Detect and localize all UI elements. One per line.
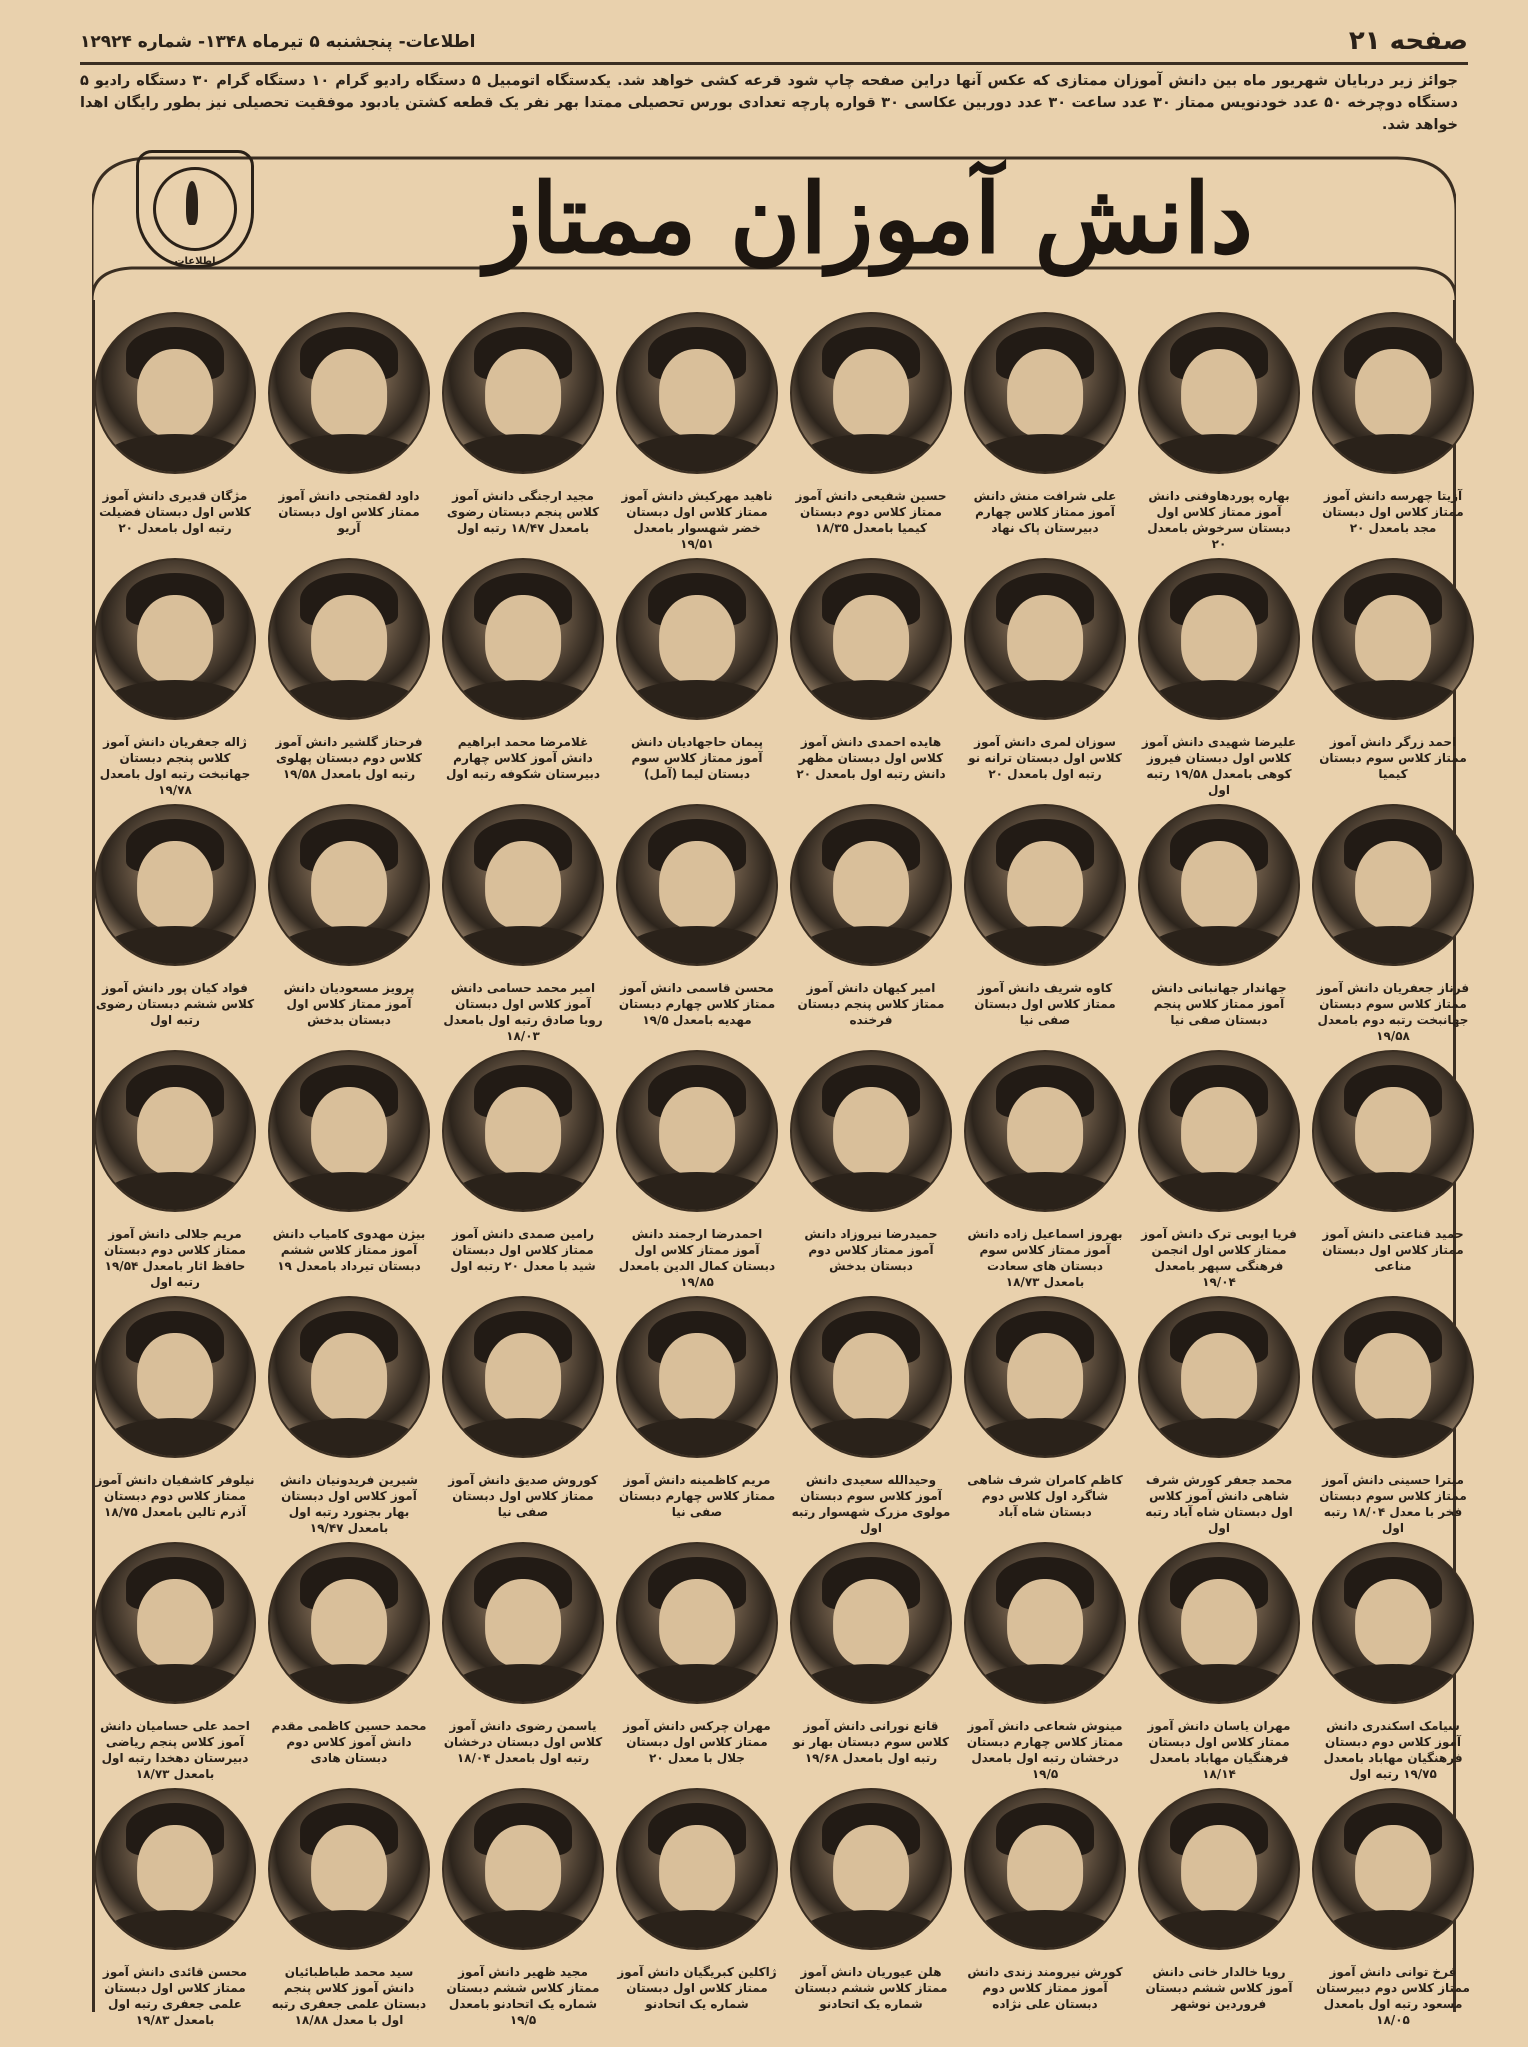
student-photo [616, 1296, 778, 1458]
photo-face [1355, 595, 1431, 683]
student-photo [268, 1788, 430, 1950]
photo-face [833, 1333, 909, 1421]
student-caption: داود لقمتجی دانش آموز ممتاز کلاس اول دبستان آریو [278, 489, 420, 535]
student-photo [616, 312, 778, 474]
photo-face [1007, 595, 1083, 683]
photo-face [485, 1087, 561, 1175]
student-caption: کاوه شریف دانش آموز ممتاز کلاس اول دبستان صفی نیا [974, 981, 1116, 1027]
student-photo [1312, 558, 1474, 720]
student-photo [1312, 1296, 1474, 1458]
photo-body [798, 1418, 943, 1458]
student-caption: احمد علی حسامیان دانش آموز کلاس پنجم ریاضی دبیرستان دهخدا رتبه اول بامعدل ۱۸/۷۳ [100, 1719, 250, 1781]
photo-body [450, 1664, 595, 1704]
student-caption: شیرین فریدونیان دانش آموز کلاس اول دبستان بهار بجنورد رتبه اول بامعدل ۱۹/۴۷ [280, 1473, 418, 1535]
photo-face [1181, 595, 1257, 683]
photo-body [798, 1664, 943, 1704]
student-photo [1138, 312, 1300, 474]
student-caption: فرحناز گلشیر دانش آموز کلاس دوم دبستان پهلوی رتبه اول بامعدل ۱۹/۵۸ [275, 735, 423, 781]
student-photo [442, 1542, 604, 1704]
student-card [1306, 798, 1480, 1044]
student-caption: قانع نورانی دانش آموز کلاس سوم دبستان بهار نو رتبه اول بامعدل ۱۹/۶۸ [793, 1719, 949, 1765]
photo-body [1146, 680, 1291, 720]
photo-body [624, 1418, 769, 1458]
photo-body [798, 1910, 943, 1950]
photo-body [276, 434, 421, 474]
student-photo [1138, 1050, 1300, 1212]
student-photo [964, 312, 1126, 474]
student-photo [790, 1788, 952, 1950]
student-photo [616, 1788, 778, 1950]
photo-body [1146, 1664, 1291, 1704]
student-photo [94, 1050, 256, 1212]
student-caption: مجید ارجنگی دانش آموز کلاس پنجم دبستان رضوی بامعدل ۱۸/۴۷ رتبه اول [446, 489, 600, 535]
student-caption: بهروز اسماعیل زاده دانش آموز ممتاز کلاس سوم دبستان های سعادت بامعدل ۱۸/۷۳ [967, 1227, 1123, 1289]
student-photo [268, 1542, 430, 1704]
student-caption: مجید ظهیر دانش آموز ممتاز کلاس ششم دبستان شماره یک اتحادنو بامعدل ۱۹/۵ [446, 1965, 600, 2027]
student-card [436, 1044, 610, 1290]
student-photo [442, 558, 604, 720]
header-bar [80, 22, 1468, 65]
student-caption: رویا خالدار خانی دانش آموز کلاس ششم دبستان فروردین نوشهر [1145, 1965, 1293, 2011]
student-caption: غلامرضا محمد ابراهیم دانش آموز کلاس چهارم دبیرستان شکوفه رتبه اول [445, 735, 601, 781]
student-card [610, 1290, 784, 1536]
photo-face [311, 841, 387, 929]
student-caption: هلن عیوریان دانش آموز ممتاز کلاس ششم دبستان شماره یک اتحادنو [794, 1965, 948, 2011]
photo-body [450, 434, 595, 474]
photo-body [972, 1418, 1117, 1458]
photo-body [624, 1664, 769, 1704]
photo-body [972, 1664, 1117, 1704]
photo-face [1007, 1825, 1083, 1913]
student-caption: سید محمد طباطبائیان دانش آموز کلاس پنجم دبستان علمی جعفری رتبه اول با معدل ۱۸/۸۸ [271, 1965, 427, 2027]
student-card [88, 306, 262, 552]
student-caption: بهاره پوردهاوفنی دانش آموز ممتاز کلاس اول دبستان سرخوش بامعدل ۲۰ [1147, 489, 1291, 551]
photo-face [1007, 1579, 1083, 1667]
photo-body [450, 926, 595, 966]
photo-face [659, 1579, 735, 1667]
emblem-text: اطلاعات [174, 256, 216, 267]
photo-face [659, 595, 735, 683]
student-card [784, 1044, 958, 1290]
photo-face [311, 1087, 387, 1175]
student-grid [88, 306, 1480, 2027]
photo-body [450, 1910, 595, 1950]
photo-face [137, 1825, 213, 1913]
photo-face [1181, 1579, 1257, 1667]
student-card [610, 306, 784, 552]
student-card [1306, 1536, 1480, 1782]
student-caption: ناهید مهرکیش دانش آموز ممتاز کلاس اول دبستان خضر شهسوار بامعدل ۱۹/۵۱ [621, 489, 773, 551]
student-photo [616, 1050, 778, 1212]
student-photo [790, 1296, 952, 1458]
student-caption: امیر محمد حسامی دانش آموز کلاس اول دبستان روبا صادق رتبه اول بامعدل ۱۸/۰۳ [443, 981, 603, 1043]
photo-body [102, 1664, 247, 1704]
student-card [958, 1290, 1132, 1536]
photo-face [1355, 349, 1431, 437]
student-card [436, 1782, 610, 2028]
student-caption: میترا حسینی دانش آموز ممتاز کلاس سوم دبستان فخر با معدل ۱۸/۰۴ رتبه اول [1319, 1473, 1467, 1535]
student-card [1132, 552, 1306, 798]
photo-face [833, 841, 909, 929]
photo-face [1007, 349, 1083, 437]
student-card [262, 1782, 436, 2028]
photo-face [485, 841, 561, 929]
student-caption: احمد زرگر دانش آموز ممتاز کلاس سوم دبستان کیمیا [1319, 735, 1467, 781]
student-caption: مینوش شعاعی دانش آموز ممتاز کلاس چهارم دبستان درخشان رتبه اول بامعدل ۱۹/۵ [966, 1719, 1124, 1781]
student-photo [94, 804, 256, 966]
page-title: دانش آموزان ممتاز [484, 162, 1254, 275]
student-card [88, 1044, 262, 1290]
student-caption: محمد حسین کاظمی مقدم دانش آموز کلاس دوم دبستان هادی [271, 1719, 427, 1765]
photo-body [624, 680, 769, 720]
photo-body [972, 434, 1117, 474]
photo-face [311, 1333, 387, 1421]
photo-body [1320, 926, 1465, 966]
student-caption: امیر کیهان دانش آموز ممتاز کلاس پنجم دبستان فرخنده [797, 981, 945, 1027]
student-card [610, 798, 784, 1044]
student-caption: محمد جعفر کورش شرف شاهی دانش آموز کلاس اول دبستان شاه آباد رتبه اول [1145, 1473, 1293, 1535]
photo-body [972, 680, 1117, 720]
photo-face [1007, 1087, 1083, 1175]
photo-body [972, 926, 1117, 966]
student-caption: پیمان حاجهادیان دانش آموز ممتاز کلاس سوم دبستان لیما (آمل) [631, 735, 763, 781]
student-photo [442, 804, 604, 966]
photo-face [311, 1579, 387, 1667]
student-photo [964, 558, 1126, 720]
student-photo [616, 558, 778, 720]
page-number: صفحه ۲۱ [1348, 26, 1468, 56]
student-card [1306, 552, 1480, 798]
photo-face [1181, 841, 1257, 929]
student-card [436, 798, 610, 1044]
photo-body [102, 680, 247, 720]
student-photo [94, 558, 256, 720]
photo-body [1320, 1664, 1465, 1704]
photo-face [659, 1825, 735, 1913]
student-photo [964, 1050, 1126, 1212]
photo-face [659, 1333, 735, 1421]
student-card [1132, 1290, 1306, 1536]
photo-body [1146, 434, 1291, 474]
photo-face [137, 1579, 213, 1667]
student-card [88, 1290, 262, 1536]
photo-body [1146, 926, 1291, 966]
student-caption: وحیدالله سعیدی دانش آموز کلاس سوم دبستان مولوی مزرک شهسوار رتبه اول [791, 1473, 951, 1535]
photo-body [972, 1172, 1117, 1212]
photo-body [450, 680, 595, 720]
photo-face [1355, 1579, 1431, 1667]
student-photo [964, 1788, 1126, 1950]
photo-face [485, 349, 561, 437]
photo-body [798, 434, 943, 474]
photo-face [137, 841, 213, 929]
student-photo [616, 1542, 778, 1704]
student-card [1132, 306, 1306, 552]
student-caption: پرویز مسعودیان دانش آموز ممتاز کلاس اول دبستان بدخش [283, 981, 415, 1027]
student-photo [268, 804, 430, 966]
student-card [1132, 798, 1306, 1044]
student-caption: فرناز جعفریان دانش آموز ممتاز کلاس سوم دبستان جهانبخت رتبه دوم بامعدل ۱۹/۵۸ [1316, 981, 1470, 1043]
photo-face [659, 1087, 735, 1175]
photo-body [1320, 434, 1465, 474]
photo-body [1320, 1910, 1465, 1950]
student-photo [94, 312, 256, 474]
student-card [1132, 1536, 1306, 1782]
student-photo [442, 1296, 604, 1458]
student-card [958, 798, 1132, 1044]
student-photo [790, 312, 952, 474]
student-card [1132, 1044, 1306, 1290]
photo-body [102, 926, 247, 966]
student-caption: حمیدرضا نیروزاد دانش آموز ممتاز کلاس دوم دبستان بدخش [804, 1227, 938, 1273]
student-photo [94, 1542, 256, 1704]
photo-body [102, 434, 247, 474]
photo-face [1355, 1087, 1431, 1175]
photo-face [137, 595, 213, 683]
student-photo [268, 1296, 430, 1458]
student-caption: مژگان قدیری دانش آموز کلاس اول دبستان فضیلت رتبه اول بامعدل ۲۰ [99, 489, 251, 535]
student-caption: رامین صمدی دانش آموز ممتاز کلاس اول دبستان شید با معدل ۲۰ رتبه اول [450, 1227, 596, 1273]
photo-face [833, 1825, 909, 1913]
student-caption: فرخ توانی دانش آموز ممتاز کلاس دوم دبیرستان مسعود رتبه اول بامعدل ۱۸/۰۵ [1316, 1965, 1470, 2027]
student-card [610, 1044, 784, 1290]
student-card [784, 1782, 958, 2028]
photo-face [1181, 349, 1257, 437]
photo-face [833, 1579, 909, 1667]
student-caption: مریم کاظمینه دانش آموز ممتاز کلاس چهارم دبستان صفی نیا [618, 1473, 776, 1519]
student-photo [1312, 1050, 1474, 1212]
photo-face [311, 595, 387, 683]
student-card [610, 552, 784, 798]
photo-body [1320, 680, 1465, 720]
student-caption: کاظم کامران شرف شاهی شاگرد اول کلاس دوم دبستان شاه آباد [967, 1473, 1123, 1519]
student-card [1132, 1782, 1306, 2028]
photo-body [624, 926, 769, 966]
emblem-flame-icon [186, 181, 198, 225]
photo-face [659, 349, 735, 437]
photo-body [450, 1418, 595, 1458]
student-photo [1312, 312, 1474, 474]
photo-face [1355, 1825, 1431, 1913]
student-card [262, 552, 436, 798]
student-photo [616, 804, 778, 966]
photo-face [1355, 1333, 1431, 1421]
student-card [436, 1536, 610, 1782]
student-card [262, 1290, 436, 1536]
student-card [958, 1044, 1132, 1290]
student-caption: علی شرافت منش دانش آموز ممتاز کلاس چهارم دبیرستان پاک نهاد [973, 489, 1117, 535]
photo-body [624, 1172, 769, 1212]
student-photo [268, 1050, 430, 1212]
student-photo [1312, 1542, 1474, 1704]
student-caption: کوروش صدیق دانش آموز ممتاز کلاس اول دبستان صفی نیا [448, 1473, 598, 1519]
student-photo [1138, 1296, 1300, 1458]
photo-face [137, 1333, 213, 1421]
student-card [1306, 306, 1480, 552]
student-card [784, 306, 958, 552]
student-photo [268, 558, 430, 720]
student-card [436, 306, 610, 552]
student-photo [1138, 1788, 1300, 1950]
student-caption: آزیتا چهرسه دانش آموز ممتاز کلاس اول دبستان مجد بامعدل ۲۰ [1322, 489, 1464, 535]
student-card [958, 1536, 1132, 1782]
student-caption: فریا ایوبی ترک دانش آموز ممتاز کلاس اول انجمن فرهنگی سپهر بامعدل ۱۹/۰۴ [1141, 1227, 1297, 1289]
student-card [436, 1290, 610, 1536]
student-card [784, 552, 958, 798]
student-photo [442, 1788, 604, 1950]
photo-body [798, 680, 943, 720]
photo-body [102, 1418, 247, 1458]
photo-body [450, 1172, 595, 1212]
photo-body [798, 926, 943, 966]
paper-info: اطلاعات- پنجشنبه ۵ تیرماه ۱۳۴۸- شماره ۱۲۹۲۴ [80, 32, 476, 52]
photo-body [276, 680, 421, 720]
student-card [262, 798, 436, 1044]
student-card [88, 798, 262, 1044]
student-caption: سوزان لمری دانش آموز کلاس اول دبستان ترانه نو رتبه اول بامعدل ۲۰ [968, 735, 1122, 781]
student-card [784, 798, 958, 1044]
student-photo [442, 312, 604, 474]
student-caption: محسن قاسمی دانش آموز ممتاز کلاس چهارم دبستان مهدیه بامعدل ۱۹/۵ [618, 981, 776, 1027]
student-photo [790, 558, 952, 720]
student-caption: سیامک اسکندری دانش آموز کلاس دوم دبستان فرهنگیان مهاباد بامعدل ۱۹/۷۵ رتبه اول [1323, 1719, 1463, 1781]
photo-face [485, 1579, 561, 1667]
photo-face [1007, 1333, 1083, 1421]
student-card [88, 552, 262, 798]
student-photo [790, 1050, 952, 1212]
student-caption: یاسمن رضوی دانش آموز کلاس اول دبستان درخشان رتبه اول بامعدل ۱۸/۰۴ [443, 1719, 603, 1765]
student-photo [1312, 1788, 1474, 1950]
student-photo [268, 312, 430, 474]
photo-face [1181, 1825, 1257, 1913]
student-caption: احمدرضا ارجمند دانش آموز ممتاز کلاس اول دبستان کمال الدین بامعدل ۱۹/۸۵ [618, 1227, 776, 1289]
photo-face [1181, 1087, 1257, 1175]
student-card [262, 306, 436, 552]
photo-body [1146, 1910, 1291, 1950]
student-photo [1138, 558, 1300, 720]
student-card [262, 1044, 436, 1290]
student-card [88, 1782, 262, 2028]
student-caption: ژاکلین کبریگیان دانش آموز ممتاز کلاس اول دبستان شماره یک اتحادنو [617, 1965, 777, 2011]
student-caption: حسین شفیعی دانش آموز ممتاز کلاس دوم دبستان کیمیا بامعدل ۱۸/۳۵ [795, 489, 947, 535]
photo-body [798, 1172, 943, 1212]
title-banner [92, 150, 1456, 292]
student-caption: جهاندار جهانبانی دانش آموز ممتاز کلاس پنجم دبستان صفی نیا [1151, 981, 1287, 1027]
photo-body [276, 1418, 421, 1458]
student-photo [1312, 804, 1474, 966]
student-caption: محسن قائدی دانش آموز ممتاز کلاس اول دبستان علمی جعفری رتبه اول بامعدل ۱۹/۸۳ [102, 1965, 248, 2027]
photo-body [624, 434, 769, 474]
photo-face [311, 1825, 387, 1913]
photo-body [1320, 1418, 1465, 1458]
photo-face [311, 349, 387, 437]
student-caption: نیلوفر کاشفیان دانش آموز ممتاز کلاس دوم دبستان آذرم تالین بامعدل ۱۸/۷۵ [95, 1473, 255, 1519]
student-card [784, 1536, 958, 1782]
student-caption: مهران چرکس دانش آموز ممتاز کلاس اول دبستان جلال با معدل ۲۰ [623, 1719, 771, 1765]
student-photo [964, 1296, 1126, 1458]
photo-face [485, 1333, 561, 1421]
photo-face [137, 349, 213, 437]
photo-body [1146, 1172, 1291, 1212]
student-card [88, 1536, 262, 1782]
photo-body [972, 1910, 1117, 1950]
student-card [262, 1536, 436, 1782]
student-card [1306, 1290, 1480, 1536]
student-photo [964, 1542, 1126, 1704]
student-card [610, 1782, 784, 2028]
photo-body [276, 1664, 421, 1704]
student-card [436, 552, 610, 798]
photo-face [659, 841, 735, 929]
photo-face [485, 1825, 561, 1913]
photo-face [833, 1087, 909, 1175]
student-photo [790, 804, 952, 966]
student-photo [1138, 1542, 1300, 1704]
newspaper-emblem-icon [136, 150, 254, 268]
student-caption: بیژن مهدوی کامیاب دانش آموز ممتاز کلاس ششم دبستان تیرداد بامعدل ۱۹ [272, 1227, 426, 1273]
student-photo [94, 1296, 256, 1458]
student-card [610, 1536, 784, 1782]
student-caption: ژاله جعفریان دانش آموز کلاس پنجم دبستان جهانبخت رتبه اول بامعدل ۱۹/۷۸ [99, 735, 251, 797]
photo-body [276, 1910, 421, 1950]
photo-face [137, 1087, 213, 1175]
student-caption: مهران یاسان دانش آموز ممتاز کلاس اول دبستان فرهنگیان مهاباد بامعدل ۱۸/۱۴ [1147, 1719, 1291, 1781]
student-caption: مریم جلالی دانش آموز ممتاز کلاس دوم دبستان حافظ اثار بامعدل ۱۹/۵۴ رتبه اول [104, 1227, 246, 1289]
photo-body [1320, 1172, 1465, 1212]
student-photo [94, 1788, 256, 1950]
student-card [958, 306, 1132, 552]
student-caption: فواد کیان پور دانش آموز کلاس ششم دبستان رضوی رتبه اول [95, 981, 255, 1027]
student-card [1306, 1044, 1480, 1290]
photo-body [624, 1910, 769, 1950]
photo-face [833, 595, 909, 683]
photo-body [276, 1172, 421, 1212]
photo-face [833, 349, 909, 437]
student-card [784, 1290, 958, 1536]
student-caption: علیرضا شهیدی دانش آموز کلاس اول دبستان فیروز کوهی بامعدل ۱۹/۵۸ رتبه اول [1141, 735, 1297, 797]
student-photo [964, 804, 1126, 966]
student-card [1306, 1782, 1480, 2028]
photo-body [1146, 1418, 1291, 1458]
photo-body [276, 926, 421, 966]
student-caption: حمید قناعتی دانش آموز ممتاز کلاس اول دبستان مناعی [1322, 1227, 1464, 1273]
photo-face [1181, 1333, 1257, 1421]
photo-face [1007, 841, 1083, 929]
photo-face [485, 595, 561, 683]
prize-notice: جوائز زیر دربایان شهریور ماه بین دانش آموزان ممتازی که عکس آنها دراین صفحه چاپ شود قرعه کشی خواهد شد. یکدستگاه اتومبیل ۵ دستگاه رادیو گرام ۱۰ دستگاه گرام ۳۰ دستگاه رادیو ۵ دستگاه دوچرخه ۵۰ عدد خودنویس ممتاز ۳۰ عدد ساعت ۳۰ عدد دوربین عکاسی ۳۰ قواره پارچه تعدادی بورس تحصیلی ممتدا بهر نفر یک قطعه کشتن یادبود موفقیت تحصیلی نیز بطور رایگان اهدا خواهد شد. [80, 73, 1458, 133]
student-caption: هایده احمدی دانش آموز کلاس اول دبستان مظهر دانش رتبه اول بامعدل ۲۰ [796, 735, 946, 781]
photo-body [102, 1172, 247, 1212]
student-photo [790, 1542, 952, 1704]
student-card [958, 1782, 1132, 2028]
student-caption: کورش نیرومند زندی دانش آموز ممتاز کلاس دوم دبستان علی نژاده [967, 1965, 1123, 2011]
student-photo [1138, 804, 1300, 966]
student-card [958, 552, 1132, 798]
student-photo [442, 1050, 604, 1212]
photo-body [102, 1910, 247, 1950]
photo-face [1355, 841, 1431, 929]
